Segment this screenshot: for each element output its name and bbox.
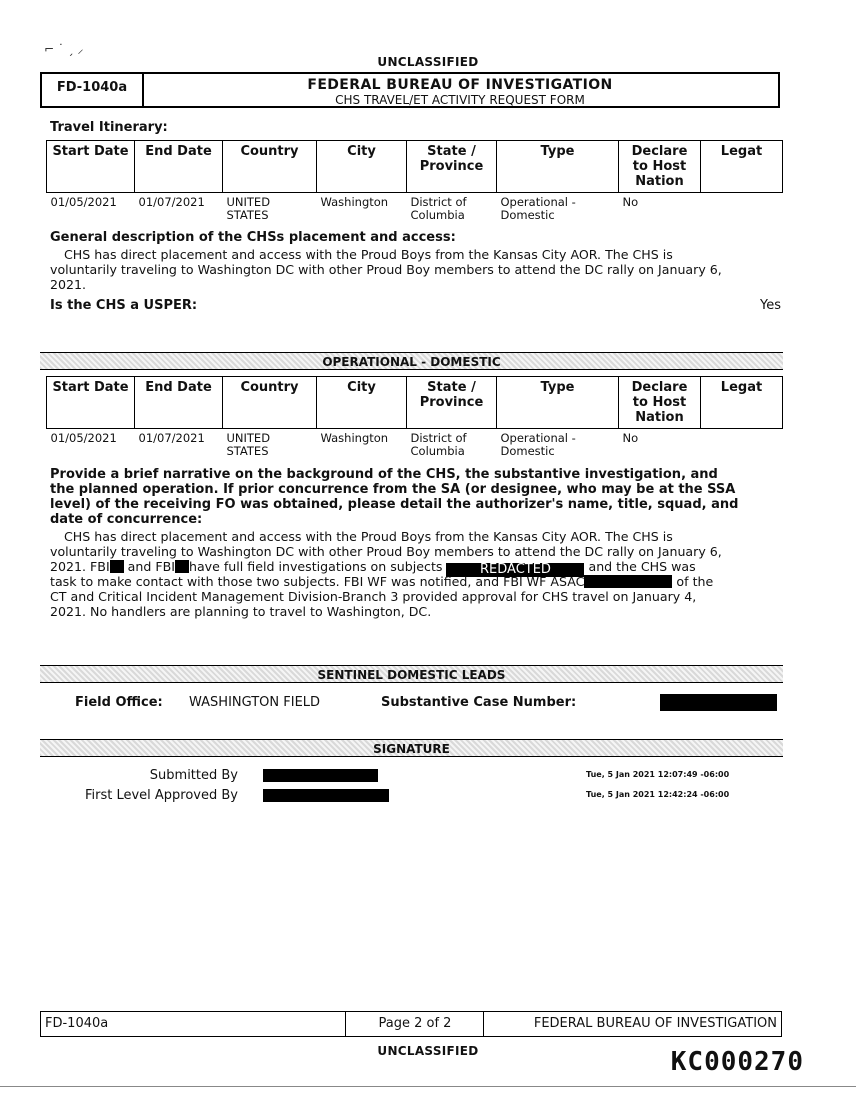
narrative-line-3-a: 2021. FBI [50,559,110,574]
cell-state: District of Columbia [410,195,467,222]
col-declare: Declare to Host Nation [619,377,701,429]
col-type: Type [497,377,619,429]
cell-country: UNITED STATES [226,431,271,458]
col-end-date: End Date [135,141,223,193]
narrative-line-6: 2021. No handlers are planning to travel to Washington, DC. [50,604,432,619]
usper-value: Yes [760,298,781,313]
redaction-block [110,560,124,573]
narrative-line-3-b: and FBI [127,559,175,574]
cell-country: UNITED STATES [226,195,271,222]
cell-state: District of Columbia [410,431,467,458]
operational-banner [40,352,783,370]
submitted-by-redaction [263,769,378,782]
cell-city: Washington [320,431,389,445]
field-office-value: WASHINGTON FIELD [189,695,321,710]
cell-type: Operational - Domestic [500,431,576,458]
placement-text: CHS has direct placement and access with the Proud Boys from the Kansas City AOR. The CHS is voluntarily traveling to Washington DC with other Proud Boy members to attend the DC rally on January 6, 2021. [50,247,722,292]
usper-label: Is the CHS a USPER: [50,298,198,313]
form-id: FD-1040a [42,74,144,106]
case-number-redaction [660,694,777,711]
form-title: CHS TRAVEL/ET ACTIVITY REQUEST FORM [335,93,585,107]
col-legat: Legat [701,141,783,193]
footer-page: Page 2 of 2 [378,1016,452,1031]
narrative-line-2: voluntarily traveling to Washington DC with other Proud Boy members to attend the DC rally on January 6, [50,544,722,559]
leads-banner-text: SENTINEL DOMESTIC LEADS [317,668,506,682]
col-end-date: End Date [135,377,223,429]
cell-start-date: 01/05/2021 [50,195,117,209]
cell-legat [701,429,783,462]
redaction-block [584,575,672,588]
cell-start-date: 01/05/2021 [50,431,117,445]
leads-banner [40,665,783,683]
table-row [47,429,783,462]
col-state: State / Province [407,377,497,429]
field-office-label: Field Office: [75,695,163,710]
classification-top: UNCLASSIFIED [377,55,479,69]
classification-bottom: UNCLASSIFIED [377,1044,479,1058]
narrative-label: Provide a brief narrative on the background of the CHS, the substantive investigation, and the planned operation. If prior concurrence from the SA (or designee, who may be at the SSA level) of the receiving FO was obtained, please detail the authorizer's name, title, squad, and date of concurrence: [50,467,739,527]
signature-banner [40,739,783,757]
submitted-timestamp: Tue, 5 Jan 2021 12:07:49 -06:00 [586,770,730,779]
narrative-line-5: CT and Critical Incident Management Division-Branch 3 provided approval for CHS travel on January 4, [50,589,697,604]
signature-banner-text: SIGNATURE [373,742,450,756]
footer-agency: FEDERAL BUREAU OF INVESTIGATION [533,1016,777,1031]
footer-divider [345,1012,346,1036]
cell-declare: No [622,431,639,445]
bates-number: KC000270 [670,1047,804,1077]
case-number-label: Substantive Case Number: [381,695,577,710]
agency-title: FEDERAL BUREAU OF INVESTIGATION [307,77,613,93]
travel-itinerary-table [46,140,783,225]
col-state: State / Province [407,141,497,193]
narrative-line-3-c: have full field investigations on subjects [188,559,443,574]
bottom-rule [0,1086,856,1087]
narrative-line-4-a: task to make contact with those two subjects. FBI WF was notified, and FBI WF ASAC [50,574,585,589]
narrative-line-4-b: of the [676,574,714,589]
col-country: Country [223,141,317,193]
approved-timestamp: Tue, 5 Jan 2021 12:42:24 -06:00 [586,790,730,799]
col-declare: Declare to Host Nation [619,141,701,193]
table-header-row [47,377,783,429]
table-row [47,193,783,226]
redacted-label: REDACTED [446,563,584,577]
submitted-by-label: Submitted By [149,768,238,783]
cell-type: Operational - Domestic [500,195,576,222]
footer-box [40,1011,782,1037]
cell-declare: No [622,195,639,209]
footer-form-id: FD-1040a [45,1016,109,1031]
narrative-line-3-d: and the CHS was [588,559,696,574]
handwritten-mark: ⌐ ˙ ˏ ⸝ [44,42,84,56]
cell-legat [701,193,783,226]
narrative-line-1: CHS has direct placement and access with the Proud Boys from the Kansas City AOR. The CHS is [64,529,673,544]
col-city: City [317,141,407,193]
travel-itinerary-label: Travel Itinerary: [50,120,168,135]
col-legat: Legat [701,377,783,429]
col-type: Type [497,141,619,193]
cell-end-date: 01/07/2021 [138,195,205,209]
approved-by-label: First Level Approved By [84,788,238,803]
cell-end-date: 01/07/2021 [138,431,205,445]
table-header-row [47,141,783,193]
approved-by-redaction [263,789,389,802]
operational-table [46,376,783,461]
placement-label: General description of the CHSs placement and access: [50,230,456,245]
form-header [40,72,780,108]
cell-city: Washington [320,195,389,209]
col-city: City [317,377,407,429]
col-start-date: Start Date [47,377,135,429]
redaction-block [175,560,189,573]
col-start-date: Start Date [47,141,135,193]
footer-divider [483,1012,484,1036]
col-country: Country [223,377,317,429]
narrative-line-4 [50,574,713,589]
operational-banner-text: OPERATIONAL - DOMESTIC [322,355,501,369]
